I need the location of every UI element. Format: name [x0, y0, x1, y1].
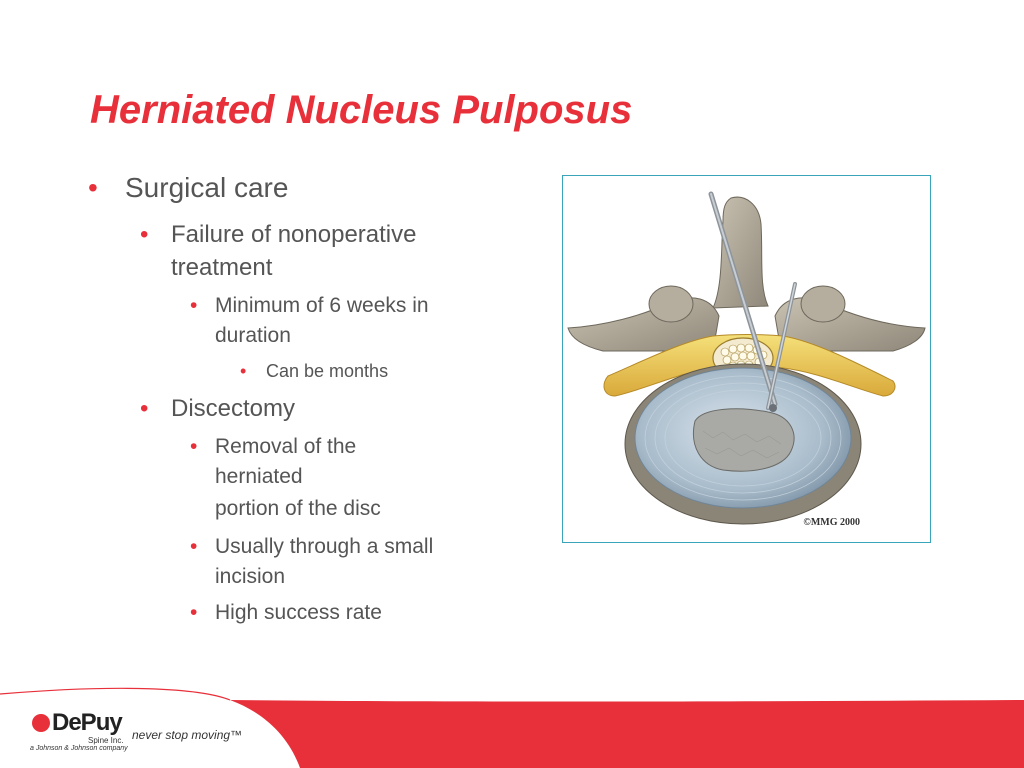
vertebra-drawing [563, 176, 929, 541]
bullet-text: Discectomy [171, 395, 296, 422]
bullet-marker: • [240, 361, 247, 381]
bullet-text: Minimum of 6 weeks in [215, 294, 429, 317]
bullet-text: treatment [171, 254, 273, 281]
bullet-text: portion of the disc [215, 497, 381, 520]
bullet-text: Can be months [266, 361, 389, 381]
bullet-text: High success rate [215, 601, 382, 624]
bullet-text: Usually through a small [215, 535, 434, 558]
bullet-text: duration [215, 324, 291, 347]
slide-title: Herniated Nucleus Pulposus [90, 88, 633, 132]
bullet-marker: • [190, 535, 198, 558]
bullet-marker: • [190, 601, 198, 624]
footer-tagline: never stop moving™ [132, 728, 243, 742]
logo-subtitle: Spine Inc. [88, 736, 124, 745]
bullet-marker: • [190, 294, 198, 317]
bullet-text: Failure of nonoperative [171, 221, 417, 248]
logo-mark-icon [32, 714, 50, 732]
bullet-marker: • [88, 172, 98, 203]
logo-name: DePuy [52, 709, 122, 736]
bullet-text: Surgical care [125, 172, 289, 203]
logo-parent-company: a Johnson & Johnson company [30, 745, 128, 752]
bullet-text: Removal of the [215, 435, 357, 458]
bullet-text: herniated [215, 465, 303, 488]
vertebra-illustration [562, 175, 931, 543]
bullet-marker: • [140, 395, 149, 422]
bullet-list [0, 0, 520, 680]
bullet-marker: • [190, 435, 198, 458]
bullet-marker: • [140, 221, 149, 248]
bullet-text: incision [215, 565, 286, 588]
image-copyright: ©MMG 2000 [803, 517, 860, 528]
